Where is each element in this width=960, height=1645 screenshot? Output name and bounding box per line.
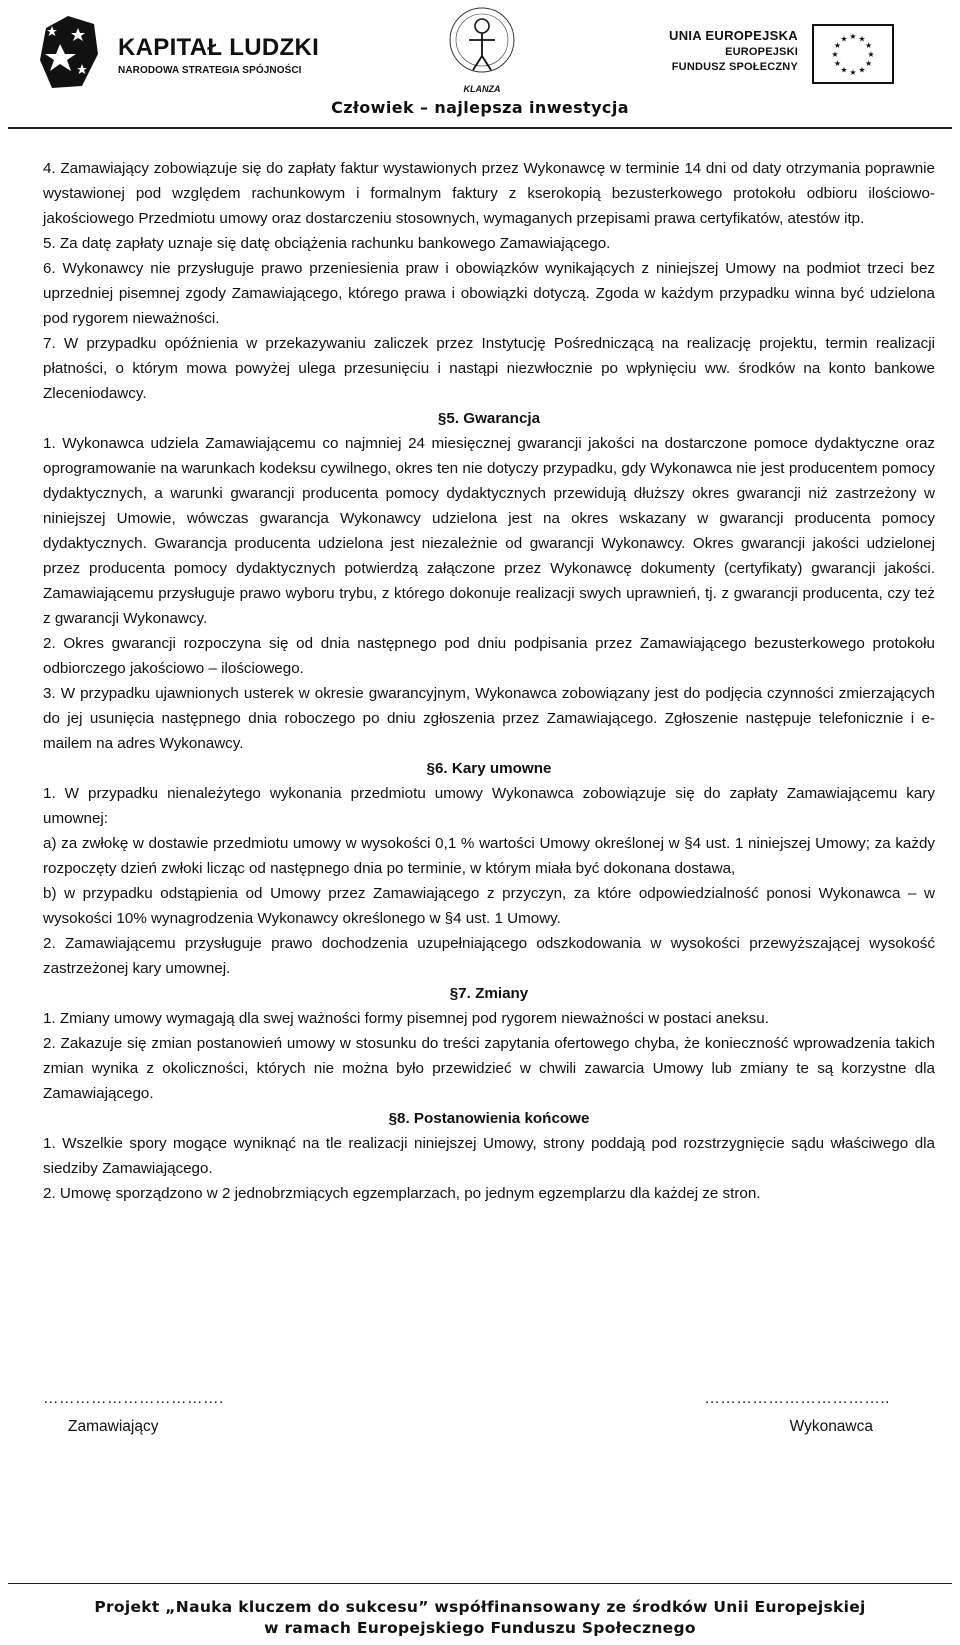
- eu-star-icon: ★: [833, 59, 841, 68]
- guarantee-clause-1: 1. Wykonawca udziela Zamawiającemu co najmniej 24 miesięcznej gwarancji jakości na dostarczone pomoce dydaktyczne oraz oprogramowanie na warunkach kodeksu cywilnego, okres ten nie dotyczy przypadku, gdy Wykonawca nie jest producentem pomocy dydaktycznych, a warunki gwarancji producenta pomocy dydaktycznych przewidują dłuższy okres gwarancji niż zastrzeżony w niniejszej Umowie, wówczas gwarancja Wykonawcy udzielona jest na okres wskazany w gwarancji producenta pomocy dydaktycznych. Gwarancja producenta udzielona jest niezależnie od gwarancji Wykonawcy. Okres gwarancji jakości udzielonej przez producenta pomocy dydaktycznych potwierdzą załączone przez Wykonawcę dokumenty (certyfikaty) gwarancji jakości. Zamawiającemu przysługuje prawo wyboru trybu, z którego dokonuje realizacji swych uprawnień, tj. z gwarancji producenta, czy też z gwarancji Wykonawcy.: [43, 435, 935, 627]
- penalty-clause-a: a) za zwłokę w dostawie przedmiotu umowy w wysokości 0,1 % wartości Umowy określonej w §4 ust. 1 niniejszej Umowy; za każdy rozpoczęty dzień zwłoki licząc od następnego dnia po terminie, w którym miała być dokonana dostawa,: [43, 835, 935, 877]
- klanza-name: KLANZA: [463, 84, 501, 94]
- eu-star-icon: ★: [867, 50, 875, 59]
- section-heading-7: §7. Zmiany: [449, 985, 529, 1002]
- section-heading-8: §8. Postanowienia końcowe: [388, 1110, 590, 1127]
- signature-area: [43, 1390, 935, 1450]
- kapital-ludzki-logo: [38, 14, 328, 92]
- eu-star-icon: ★: [840, 65, 848, 75]
- eu-star-icon: ★: [849, 68, 857, 77]
- payment-clause-6: 6. Wykonawcy nie przysługuje prawo przeniesienia praw i obowiązków wynikających z niniejszej Umowy na podmiot trzeci bez uprzedniej pisemnej zgody Zamawiającego, którego prawa i obowiązki dotyczą. Zgoda w każdym przypadku winna być udzielona pod rygorem nieważności.: [43, 260, 935, 327]
- eu-star-icon: ★: [833, 41, 841, 50]
- eu-star-icon: ★: [840, 34, 848, 44]
- eu-flag-icon: [812, 24, 894, 84]
- eu-star-icon: ★: [865, 41, 873, 50]
- payment-clause-7: 7. W przypadku opóźnienia w przekazywaniu zaliczek przez Instytucję Pośredniczącą na realizację projektu, termin realizacji płatności, o którym mowa powyżej ulega przesunięciu i nastąpi niezwłocznie po wpłynięciu ww. środków na konto bankowe Zleceniodawcy.: [43, 335, 935, 402]
- eu-star-icon: ★: [858, 65, 866, 75]
- footer-line-2: w ramach Europejskiego Funduszu Społecznego: [264, 1619, 696, 1637]
- penalty-clause-b: b) w przypadku odstąpienia od Umowy przez Zamawiającego z przyczyn, za które odpowiedzialność ponosi Wykonawca – w wysokości 10% wynagrodzenia Wykonawcy określonego w §4 ust. 1 Umowy.: [43, 885, 935, 927]
- header-divider: [8, 127, 952, 129]
- final-clause-1: 1. Wszelkie spory mogące wyniknąć na tle realizacji niniejszej Umowy, strony poddają pod rozstrzygnięcie sądu właściwego dla siedziby Zamawiającego.: [43, 1135, 935, 1177]
- eu-fund-line-1: EUROPEJSKI: [725, 46, 798, 58]
- header-motto: Człowiek – najlepsza inwestycja: [331, 98, 629, 117]
- guarantee-clause-2: 2. Okres gwarancji rozpoczyna się od dnia następnego pod dniu podpisania przez Zamawiającego bezusterkowego protokołu odbiorczego jakościowo – ilościowego.: [43, 635, 935, 677]
- eu-star-icon: ★: [831, 50, 839, 59]
- eu-star-icon: ★: [865, 59, 873, 68]
- signature-label-contractor: Wykonawca: [789, 1418, 873, 1435]
- signature-label-client: Zamawiający: [68, 1418, 159, 1435]
- section-heading-5: §5. Gwarancja: [437, 410, 541, 427]
- klanza-logo: [447, 4, 517, 94]
- penalty-clause-1: 1. W przypadku nienależytego wykonania przedmiotu umowy Wykonawca zobowiązuje się do zapłaty Zamawiającemu kary umownej:: [43, 785, 935, 827]
- changes-clause-2: 2. Zakazuje się zmian postanowień umowy w stosunku do treści zapytania ofertowego chyba, że konieczność wprowadzenia takich zmian wynika z okoliczności, których nie można było przewidzieć w chwili zawarcia Umowy lub zmiany te są korzystne dla Zamawiającego.: [43, 1035, 935, 1102]
- footer-divider: [8, 1583, 952, 1584]
- eu-title: UNIA EUROPEJSKA: [669, 28, 798, 43]
- changes-clause-1: 1. Zmiany umowy wymagają dla swej ważności formy pisemnej pod rygorem nieważności w postaci aneksu.: [43, 1010, 769, 1027]
- kapital-ludzki-subtitle: NARODOWA STRATEGIA SPÓJNOŚCI: [118, 65, 302, 76]
- guarantee-clause-3: 3. W przypadku ujawnionych usterek w okresie gwarancyjnym, Wykonawca zobowiązany jest do podjęcia czynności zmierzających do jej usunięcia następnego dnia roboczego po dniu zgłoszenia przez Zamawiającego. Zgłoszenie następuje telefonicznie i e-mailem na adres Wykonawcy.: [43, 685, 935, 752]
- footer-line-1: Projekt „Nauka kluczem do sukcesu” współfinansowany ze środków Unii Europejskiej: [94, 1598, 866, 1616]
- eu-star-icon: ★: [858, 34, 866, 44]
- kapital-ludzki-emblem-icon: [38, 14, 100, 90]
- penalty-clause-2: 2. Zamawiającemu przysługuje prawo dochodzenia uzupełniającego odszkodowania w wysokości przewyższającej wysokość zastrzeżonej kary umownej.: [43, 935, 935, 977]
- kapital-ludzki-title: KAPITAŁ LUDZKI: [118, 34, 320, 61]
- eu-fund-line-2: FUNDUSZ SPOŁECZNY: [671, 61, 798, 73]
- section-heading-6: §6. Kary umowne: [426, 760, 552, 777]
- payment-clause-4: 4. Zamawiający zobowiązuje się do zapłaty faktur wystawionych przez Wykonawcę w terminie 14 dni od daty otrzymania poprawnie wystawionej pod względem rachunkowym i formalnym faktury z kserokopią bezusterkowego protokołu odbioru ilościowo-jakościowego Przedmiotu umowy oraz dostarczeniu stosownych, wymaganych przepisami prawa certyfikatów, atestów itp.: [43, 160, 935, 227]
- payment-clause-5: 5. Za datę zapłaty uznaje się datę obciążenia rachunku bankowego Zamawiającego.: [43, 235, 611, 252]
- document-body: [43, 156, 935, 1206]
- eu-logo: [669, 24, 894, 84]
- page-header: [0, 0, 960, 128]
- klanza-figure-icon: [447, 4, 517, 84]
- eu-star-icon: ★: [849, 32, 857, 41]
- page-footer: [0, 1597, 960, 1639]
- signature-line-left: …………………………….: [43, 1390, 224, 1407]
- final-clause-2: 2. Umowę sporządzono w 2 jednobrzmiących egzemplarzach, po jednym egzemplarzu dla każdej ze stron.: [43, 1185, 761, 1202]
- signature-line-right: ……………………………..: [704, 1390, 890, 1407]
